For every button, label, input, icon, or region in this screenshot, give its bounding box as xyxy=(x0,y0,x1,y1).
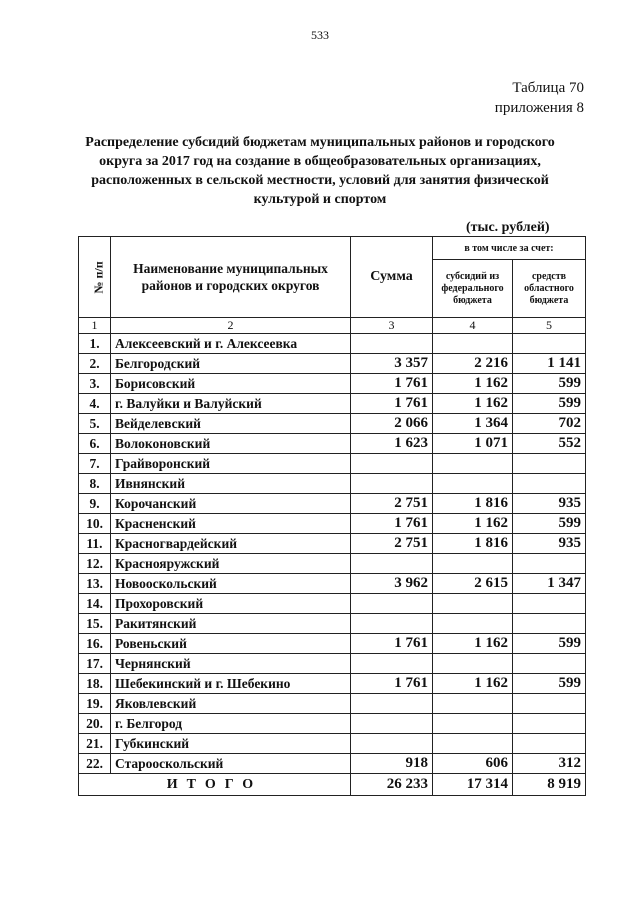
row-regional: 599 xyxy=(513,514,586,534)
row-number: 1. xyxy=(79,334,111,354)
row-federal: 1 816 xyxy=(433,534,513,554)
row-name: Ракитянский xyxy=(111,614,351,634)
table-row xyxy=(79,414,586,434)
row-regional xyxy=(513,614,586,634)
row-name: Шебекинский и г. Шебекино xyxy=(111,674,351,694)
row-number: 6. xyxy=(79,434,111,454)
row-federal: 1 071 xyxy=(433,434,513,454)
row-federal: 2 615 xyxy=(433,574,513,594)
row-federal: 1 162 xyxy=(433,374,513,394)
row-federal xyxy=(433,334,513,354)
table-row xyxy=(79,694,586,714)
row-sum: 1 623 xyxy=(351,434,433,454)
table-row xyxy=(79,674,586,694)
table-row xyxy=(79,394,586,414)
row-federal xyxy=(433,474,513,494)
row-regional: 552 xyxy=(513,434,586,454)
row-regional: 1 141 xyxy=(513,354,586,374)
row-number: 4. xyxy=(79,394,111,414)
row-name: Ровеньский xyxy=(111,634,351,654)
row-regional: 599 xyxy=(513,374,586,394)
table-row xyxy=(79,574,586,594)
row-federal xyxy=(433,714,513,734)
row-federal xyxy=(433,734,513,754)
table-row xyxy=(79,334,586,354)
table-row xyxy=(79,514,586,534)
header-number xyxy=(79,237,111,318)
total-regional: 8 919 xyxy=(513,774,586,796)
row-regional: 599 xyxy=(513,394,586,414)
row-sum: 3 962 xyxy=(351,574,433,594)
row-name: Губкинский xyxy=(111,734,351,754)
table-row xyxy=(79,354,586,374)
row-federal: 1 816 xyxy=(433,494,513,514)
row-number: 11. xyxy=(79,534,111,554)
table-row xyxy=(79,634,586,654)
row-regional xyxy=(513,594,586,614)
row-name: Новооскольский xyxy=(111,574,351,594)
header-regional: средств областного бюджета xyxy=(513,260,586,318)
row-federal: 2 216 xyxy=(433,354,513,374)
row-number: 22. xyxy=(79,754,111,774)
row-regional xyxy=(513,334,586,354)
row-sum: 2 066 xyxy=(351,414,433,434)
row-number: 10. xyxy=(79,514,111,534)
row-number: 3. xyxy=(79,374,111,394)
table-row xyxy=(79,494,586,514)
row-sum xyxy=(351,734,433,754)
column-number: 1 xyxy=(79,318,111,334)
column-number: 4 xyxy=(433,318,513,334)
row-federal: 1 162 xyxy=(433,634,513,654)
row-sum xyxy=(351,454,433,474)
subsidy-table xyxy=(78,236,586,796)
row-number: 9. xyxy=(79,494,111,514)
row-sum: 1 761 xyxy=(351,514,433,534)
row-sum: 1 761 xyxy=(351,394,433,414)
column-number: 2 xyxy=(111,318,351,334)
row-regional xyxy=(513,454,586,474)
column-number-row xyxy=(79,318,586,334)
table-row xyxy=(79,714,586,734)
units-label: (тыс. рублей) xyxy=(466,220,550,235)
row-number: 17. xyxy=(79,654,111,674)
row-sum: 3 357 xyxy=(351,354,433,374)
row-federal: 1 162 xyxy=(433,674,513,694)
row-name: Грайворонский xyxy=(111,454,351,474)
row-name: г. Белгород xyxy=(111,714,351,734)
row-regional: 599 xyxy=(513,674,586,694)
row-regional xyxy=(513,694,586,714)
column-number: 5 xyxy=(513,318,586,334)
row-federal xyxy=(433,594,513,614)
row-regional: 1 347 xyxy=(513,574,586,594)
row-name: Старооскольский xyxy=(111,754,351,774)
row-number: 8. xyxy=(79,474,111,494)
row-name: Вейделевский xyxy=(111,414,351,434)
table-row xyxy=(79,374,586,394)
row-sum xyxy=(351,714,433,734)
row-sum: 1 761 xyxy=(351,674,433,694)
row-regional xyxy=(513,554,586,574)
total-federal: 17 314 xyxy=(433,774,513,796)
row-number: 15. xyxy=(79,614,111,634)
row-sum xyxy=(351,614,433,634)
row-sum xyxy=(351,554,433,574)
row-name: г. Валуйки и Валуйский xyxy=(111,394,351,414)
row-sum: 2 751 xyxy=(351,534,433,554)
row-regional xyxy=(513,654,586,674)
row-sum: 918 xyxy=(351,754,433,774)
row-regional: 935 xyxy=(513,534,586,554)
row-name: Волоконовский xyxy=(111,434,351,454)
total-sum: 26 233 xyxy=(351,774,433,796)
table-row xyxy=(79,554,586,574)
row-name: Краснояружский xyxy=(111,554,351,574)
row-federal xyxy=(433,614,513,634)
row-number: 20. xyxy=(79,714,111,734)
row-federal xyxy=(433,694,513,714)
table-row xyxy=(79,434,586,454)
row-federal: 1 162 xyxy=(433,394,513,414)
row-sum: 1 761 xyxy=(351,374,433,394)
row-name: Борисовский xyxy=(111,374,351,394)
row-sum: 1 761 xyxy=(351,634,433,654)
row-regional: 935 xyxy=(513,494,586,514)
table-row xyxy=(79,614,586,634)
table-row xyxy=(79,754,586,774)
row-name: Красненский xyxy=(111,514,351,534)
row-number: 2. xyxy=(79,354,111,374)
row-number: 13. xyxy=(79,574,111,594)
row-number: 19. xyxy=(79,694,111,714)
row-federal xyxy=(433,554,513,574)
row-federal: 1 162 xyxy=(433,514,513,534)
page-number: 533 xyxy=(311,28,329,42)
row-sum xyxy=(351,474,433,494)
row-name: Алексеевский и г. Алексеевка xyxy=(111,334,351,354)
row-sum xyxy=(351,654,433,674)
table-ref-line1: Таблица 70 xyxy=(512,80,584,96)
header-sum: Сумма xyxy=(351,237,433,318)
table-ref-line2: приложения 8 xyxy=(494,100,584,116)
row-name: Прохоровский xyxy=(111,594,351,614)
total-row xyxy=(79,774,586,796)
row-number: 16. xyxy=(79,634,111,654)
row-federal xyxy=(433,454,513,474)
row-name: Яковлевский xyxy=(111,694,351,714)
row-number: 18. xyxy=(79,674,111,694)
row-sum: 2 751 xyxy=(351,494,433,514)
table-row xyxy=(79,654,586,674)
row-regional: 599 xyxy=(513,634,586,654)
table-reference xyxy=(495,78,584,118)
header-federal: субсидий из федерального бюджета xyxy=(433,260,513,318)
row-name: Ивнянский xyxy=(111,474,351,494)
row-regional xyxy=(513,714,586,734)
row-number: 5. xyxy=(79,414,111,434)
row-regional: 702 xyxy=(513,414,586,434)
row-regional xyxy=(513,474,586,494)
row-federal: 606 xyxy=(433,754,513,774)
row-name: Белгородский xyxy=(111,354,351,374)
table-row xyxy=(79,594,586,614)
row-sum xyxy=(351,594,433,614)
table-row xyxy=(79,474,586,494)
table-body xyxy=(79,318,586,774)
table-row xyxy=(79,734,586,754)
row-name: Корочанский xyxy=(111,494,351,514)
row-sum xyxy=(351,334,433,354)
row-regional: 312 xyxy=(513,754,586,774)
row-number: 21. xyxy=(79,734,111,754)
row-sum xyxy=(351,694,433,714)
header-name: Наименование муниципальных районов и городских округов xyxy=(111,237,351,318)
row-number: 14. xyxy=(79,594,111,614)
total-label: ИТОГО xyxy=(79,774,351,796)
row-name: Красногвардейский xyxy=(111,534,351,554)
column-number: 3 xyxy=(351,318,433,334)
row-regional xyxy=(513,734,586,754)
table-row xyxy=(79,454,586,474)
row-number: 7. xyxy=(79,454,111,474)
header-including: в том числе за счет: xyxy=(433,237,586,260)
row-federal xyxy=(433,654,513,674)
row-federal: 1 364 xyxy=(433,414,513,434)
header-number-text: № п/п xyxy=(91,260,106,294)
row-number: 12. xyxy=(79,554,111,574)
table-row xyxy=(79,534,586,554)
document-title: Распределение субсидий бюджетам муниципальных районов и городского округа за 2017 год на создание в общеобразовательных организациях, расположенных в сельской местности, условий для занятия физической культурой и спортом xyxy=(85,135,555,207)
row-name: Чернянский xyxy=(111,654,351,674)
